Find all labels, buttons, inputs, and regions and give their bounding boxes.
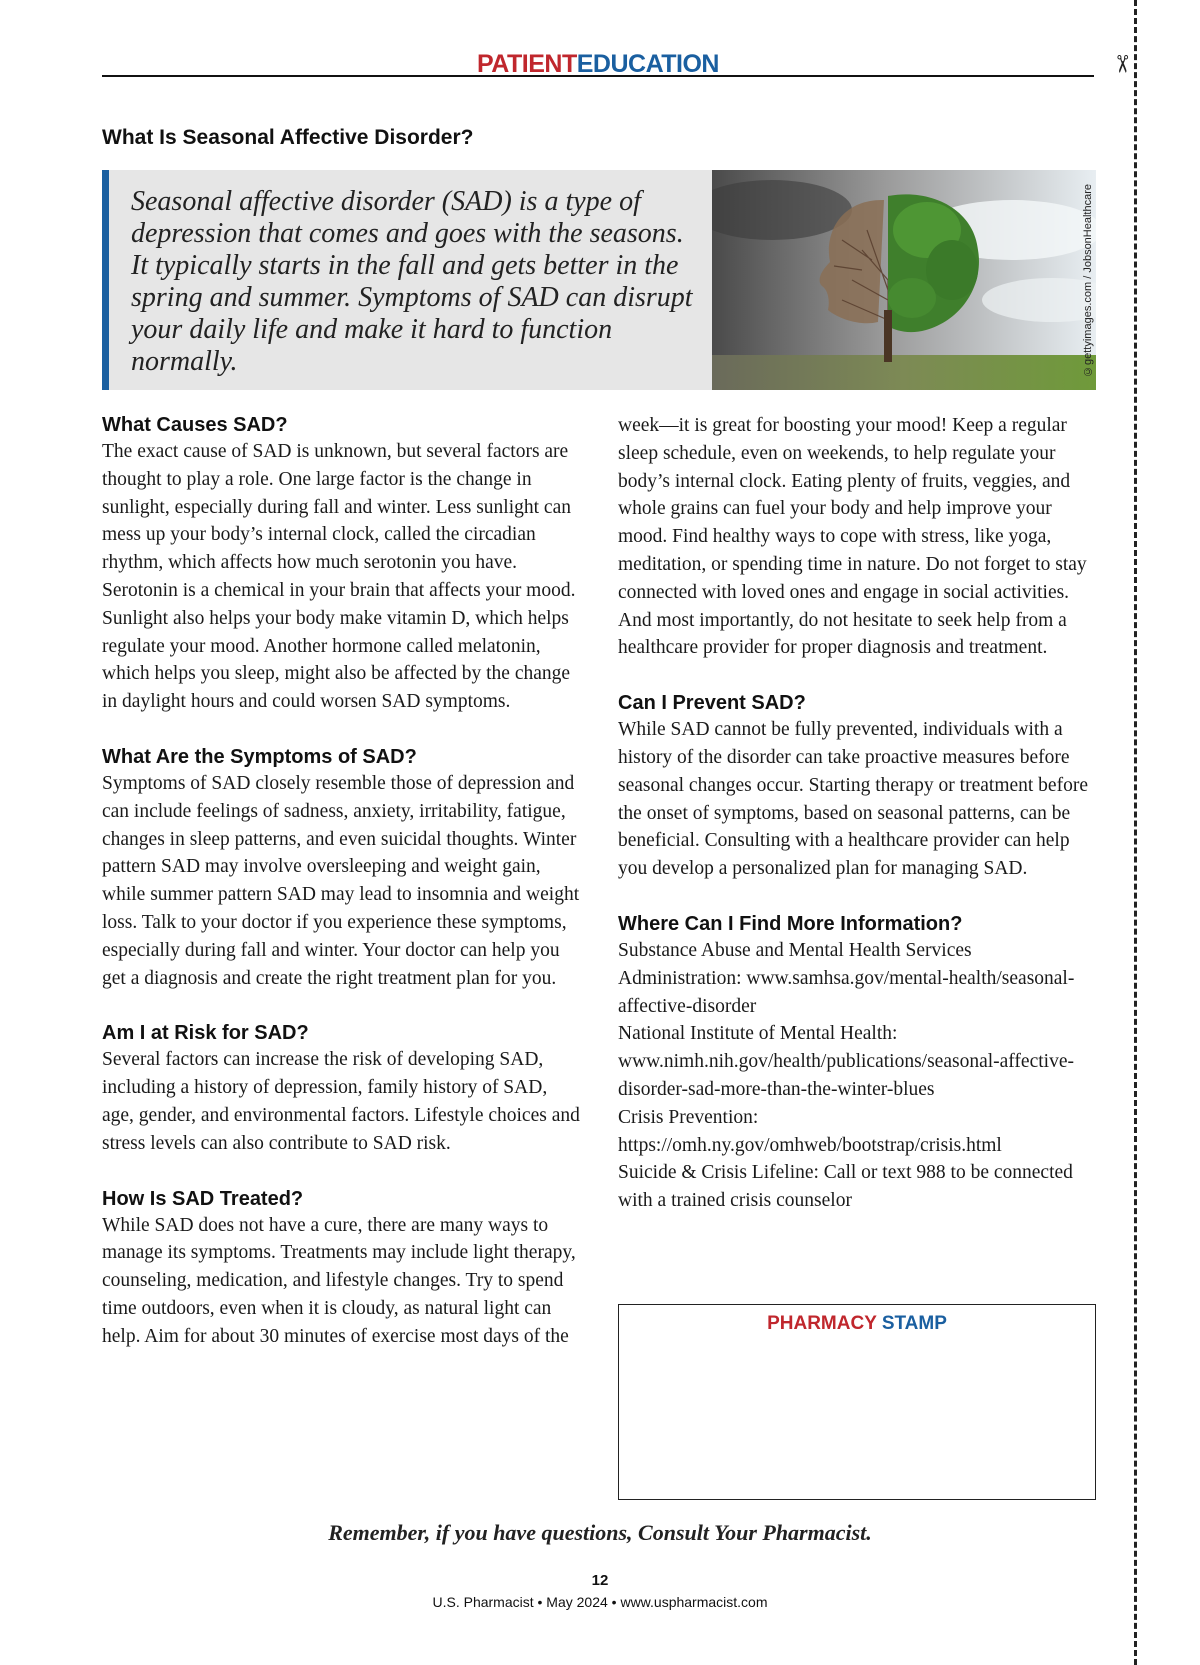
cut-line xyxy=(1134,0,1137,1665)
left-column xyxy=(102,412,580,1351)
page-number: 12 xyxy=(591,1572,609,1589)
info-line-nimh: National Institute of Mental Health: www.nimh.nih.gov/health/publications/seasonal-affective-disorder-sad-more-than-the-winter-blues xyxy=(618,1023,1074,1100)
intro-box xyxy=(102,170,712,390)
intro-text: Seasonal affective disorder (SAD) is a type of depression that comes and goes with the seasons. It typically starts in the fall and gets better in the spring and summer. Symptoms of SAD can disrupt your daily life and make it hard to function normally. xyxy=(131,186,693,377)
page-header xyxy=(102,50,1094,78)
info-list xyxy=(618,937,1096,1215)
pharmacy-stamp-box xyxy=(618,1304,1096,1500)
tree-head-photo xyxy=(712,170,1096,390)
prevent-heading: Can I Prevent SAD? xyxy=(618,692,806,715)
header-title-education: EDUCATION xyxy=(576,50,719,78)
causes-body: The exact cause of SAD is unknown, but several factors are thought to play a role. One large factor is the change in sunlight, especially during fall and winter. Less sunlight can mess up your body’s internal clock, called the circadian rhythm, which affects how much serotonin you have. Serotonin is a chemical in your brain that affects your mood. Sunlight also helps your body make vitamin D, which helps regulate your mood. Another hormone called melatonin, which helps you sleep, might also be affected by the change in daylight hours and could worsen SAD symptoms. xyxy=(102,441,576,713)
risk-body: Several factors can increase the risk of developing SAD, including a history of depression, family history of SAD, age, gender, and environmental factors. Lifestyle choices and stress levels can also contribute to SAD risk. xyxy=(102,1049,580,1154)
treated-body: While SAD does not have a cure, there are many ways to manage its symptoms. Treatments may include light therapy, counseling, medication, and lifestyle changes. Try to spend time outdoors, even when it is cloudy, as natural light can help. Aim for about 30 minutes of exercise most days of the xyxy=(102,1214,576,1347)
scissors-icon: ✂ xyxy=(1108,53,1137,75)
info-line-lifeline: Suicide & Crisis Lifeline: Call or text 988 to be connected with a trained crisis counselor xyxy=(618,1162,1073,1212)
header-title xyxy=(102,50,1094,78)
right-column xyxy=(618,412,1096,1215)
page-footer: U.S. Pharmacist • May 2024 • www.uspharmacist.com xyxy=(432,1594,768,1610)
symptoms-body: Symptoms of SAD closely resemble those of depression and can include feelings of sadness, anxiety, irritability, fatigue, changes in sleep patterns, and even suicidal thoughts. Winter pattern SAD may involve oversleeping and weight gain, while summer pattern SAD may lead to insomnia and weight loss. Talk to your doctor if you experience these symptoms, especially during fall and winter. Your doctor can help you get a diagnosis and create the right treatment plan for you. xyxy=(102,772,580,989)
photo-credit: ©gettyimages.com / JobsonHealthcare xyxy=(1082,184,1094,377)
symptoms-heading: What Are the Symptoms of SAD? xyxy=(102,745,417,768)
treated-body-continued: week—it is great for boosting your mood! Keep a regular sleep schedule, even on weekends, to help regulate your body’s internal clock. Eating plenty of fruits, veggies, and whole grains can fuel your body and help improve your mood. Find healthy ways to cope with stress, like yoga, meditation, or spending time in nature. Do not forget to stay connected with loved ones and engage in social activities. And most importantly, do not hesitate to seek help from a healthcare provider for proper diagnosis and treatment. xyxy=(618,415,1087,659)
causes-heading: What Causes SAD? xyxy=(102,414,288,436)
tree-head-illustration xyxy=(712,170,1096,390)
risk-heading: Am I at Risk for SAD? xyxy=(102,1022,309,1045)
prevent-body: While SAD cannot be fully prevented, individuals with a history of the disorder can take proactive measures before seasonal changes occur. Starting therapy or treatment before the onset of symptoms, based on seasonal patterns, can be beneficial. Consulting with a healthcare provider can help you develop a personalized plan for managing SAD. xyxy=(618,719,1088,880)
stamp-title-stamp: STAMP xyxy=(881,1313,947,1334)
closing-note: Remember, if you have questions, Consult Your Pharmacist. xyxy=(328,1520,872,1545)
header-title-patient: PATIENT xyxy=(476,50,577,78)
info-heading: Where Can I Find More Information? xyxy=(618,912,963,935)
treated-heading: How Is SAD Treated? xyxy=(102,1187,304,1210)
page-title: What Is Seasonal Affective Disorder? xyxy=(102,126,474,149)
stamp-title xyxy=(619,1313,1095,1335)
info-line-samhsa: Substance Abuse and Mental Health Services Administration: www.samhsa.gov/mental-health/seasonal-affective-disorder xyxy=(618,939,1075,1017)
stamp-title-pharmacy: PHARMACY xyxy=(767,1313,877,1334)
info-line-crisis-prevention: Crisis Prevention: https://omh.ny.gov/omhweb/bootstrap/crisis.html xyxy=(618,1106,1002,1156)
